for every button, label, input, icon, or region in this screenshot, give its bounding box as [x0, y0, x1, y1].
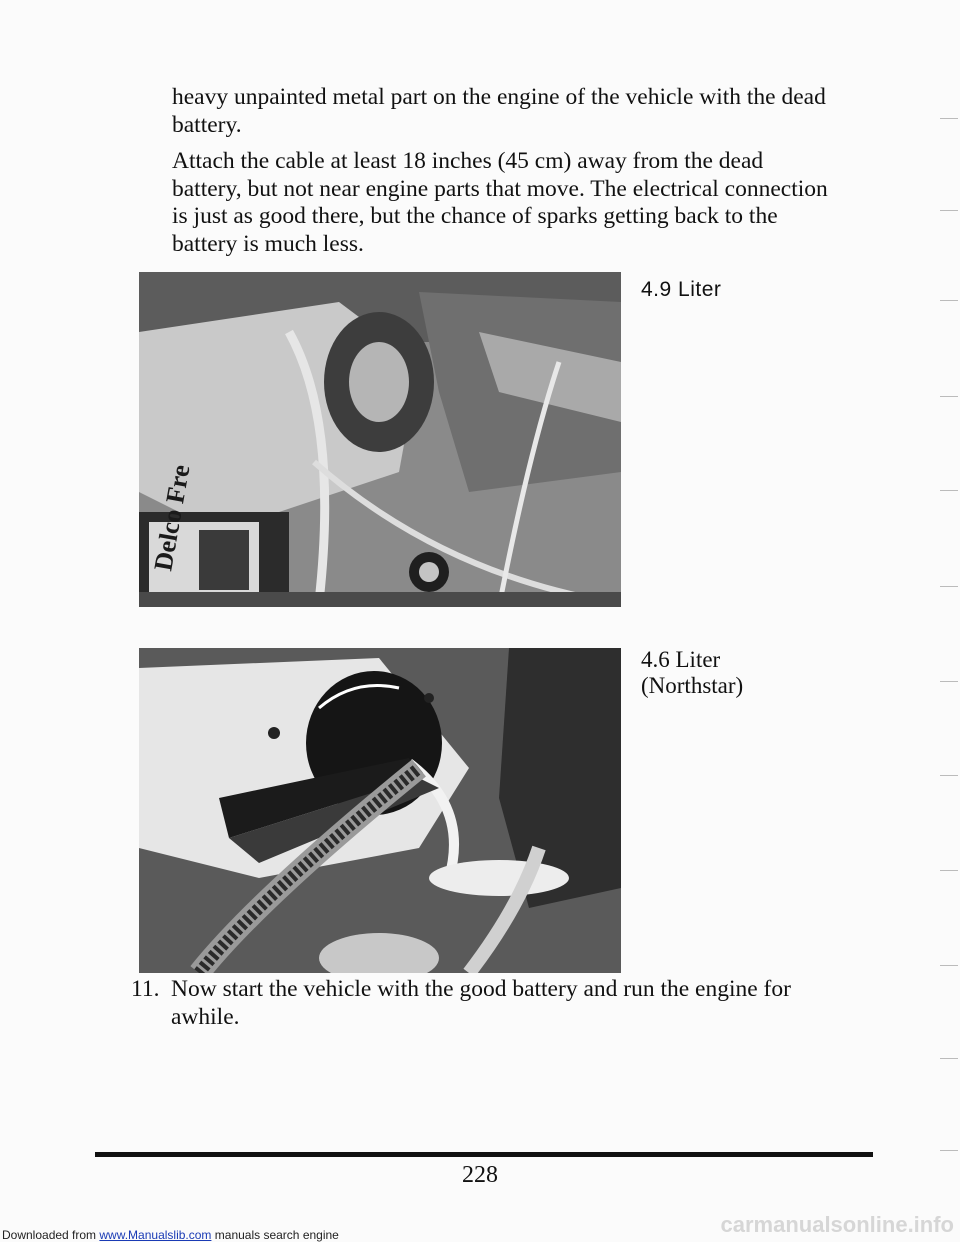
figure-caption-4-6-liter: 4.6 Liter — [641, 647, 721, 672]
margin-tick — [940, 681, 958, 682]
figure-caption-4-9-liter: 4.9 Liter — [641, 278, 722, 301]
text-line: battery, but not near engine parts that move. The electrical connection — [172, 175, 828, 202]
engine-photo-4-9-liter — [139, 272, 621, 607]
download-footer — [2, 1228, 339, 1242]
paragraph-1 — [172, 84, 882, 139]
text-line: heavy unpainted metal part on the engine of the vehicle with the dead — [172, 84, 826, 110]
margin-tick — [940, 490, 958, 491]
battery-label-text: Delco Fre — [148, 462, 196, 574]
margin-tick — [940, 210, 958, 211]
page-number: 228 — [462, 1162, 498, 1188]
margin-tick — [940, 965, 958, 966]
footer-suffix: manuals search engine — [211, 1228, 339, 1242]
margin-tick — [940, 775, 958, 776]
step-number: 11. — [131, 976, 160, 1002]
text-line: battery is much less. — [172, 230, 364, 257]
text-line: is just as good there, but the chance of sparks getting back to the — [172, 203, 778, 229]
figure-caption-northstar: (Northstar) — [641, 673, 744, 698]
margin-tick — [940, 1150, 958, 1151]
margin-tick — [940, 300, 958, 301]
paragraph-2 — [172, 148, 882, 258]
step-text-line: awhile. — [171, 1003, 240, 1030]
watermark: carmanualsonline.info — [720, 1212, 954, 1237]
margin-tick — [940, 870, 958, 871]
step-text-line: Now start the vehicle with the good battery and run the engine for — [171, 976, 791, 1002]
step-11 — [131, 976, 851, 1031]
margin-tick — [940, 586, 958, 587]
text-line: battery. — [172, 111, 242, 138]
footer-rule — [95, 1152, 873, 1157]
footer-prefix: Downloaded from — [2, 1228, 100, 1242]
margin-tick — [940, 1058, 958, 1059]
manualslib-link[interactable]: www.Manualslib.com — [99, 1228, 212, 1242]
engine-photo-4-6-liter-northstar — [139, 648, 621, 973]
margin-tick — [940, 396, 958, 397]
margin-tick — [940, 118, 958, 119]
text-line: Attach the cable at least 18 inches (45 cm) away from the dead — [172, 148, 764, 174]
